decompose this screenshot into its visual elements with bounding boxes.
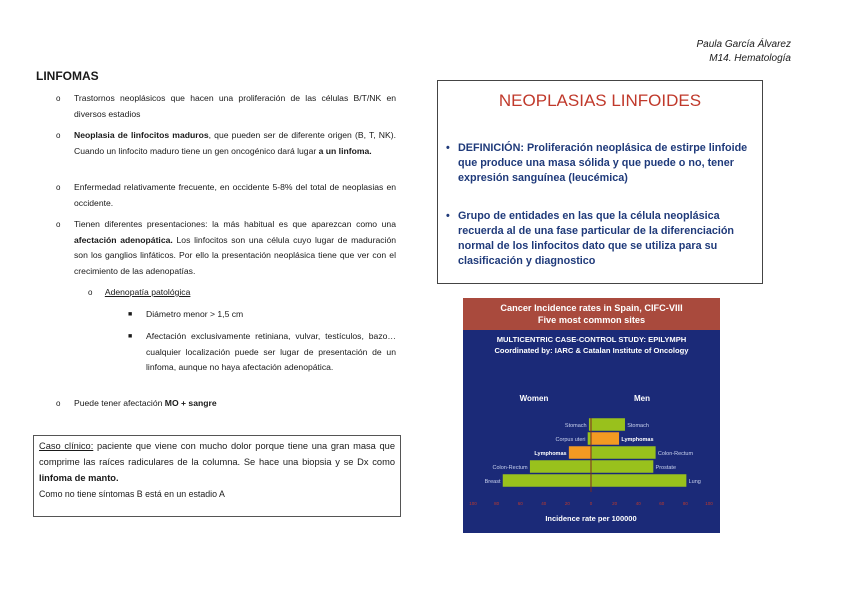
list-item-text [74, 128, 396, 159]
men-bar [591, 432, 619, 445]
sub-title: Adenopatía patológica [104, 287, 191, 297]
x-tick-label: 100 [469, 501, 477, 506]
list-item-text: Trastornos neoplásicos que hacen una proliferación de las células B/T/NK en diversos estadios [74, 93, 396, 119]
header [697, 38, 792, 66]
sub-item-text: Diámetro menor > 1,5 cm [146, 309, 244, 319]
women-label: Women [519, 394, 549, 403]
text: Puede tener afectación [74, 398, 165, 408]
slide-bullet-text: Grupo de entidades en las que la célula neoplásica recuerda al de una fase particular de la diferenciación normal de los linfocitos dato que se utiliza para su clasificación y diagnostico [458, 210, 735, 267]
bullet-marker: o [56, 183, 61, 192]
x-tick-label: 60 [517, 501, 523, 506]
sub-list-item [128, 329, 396, 376]
women-category-label: Stomach [564, 423, 587, 429]
bold-text: MO + sangre [164, 398, 217, 408]
men-category-label: Lymphomas [621, 437, 654, 443]
bullet-marker: o [56, 131, 61, 140]
text: paciente que viene con mucho dolor porque tiene una gran masa que comprime las raíces radiculares de la columna. Se hace una biopsia y se Dx como [39, 441, 395, 467]
slide-title: NEOPLASIAS LINFOIDES [498, 91, 702, 110]
square-bullet: ■ [128, 333, 133, 340]
square-bullet: ■ [128, 311, 133, 318]
x-tick-label: 100 [705, 501, 713, 506]
bold-text: linfoma de manto. [39, 473, 119, 483]
incidence-chart [463, 298, 720, 533]
men-category-label: Stomach [627, 423, 649, 429]
list-item [56, 396, 396, 412]
list-item-text [74, 217, 396, 279]
men-bar [591, 474, 687, 487]
bullet-marker: o [56, 94, 61, 103]
slide-bullet [446, 141, 751, 186]
women-category-label: Corpus uteri [555, 437, 586, 443]
chart-svg [463, 298, 720, 533]
author-name: Paula García Álvarez [696, 39, 791, 50]
x-tick-label: 80 [682, 501, 688, 506]
bold-text: a un linfoma. [318, 145, 372, 156]
women-bar [503, 474, 592, 487]
sub-list-item [88, 285, 190, 301]
x-tick-label: 40 [541, 501, 547, 506]
bullet-marker: o [56, 399, 61, 408]
bullet-marker: • [446, 142, 450, 154]
course-name: M14. Hematología [709, 53, 791, 64]
x-tick-label: 0 [589, 501, 593, 506]
chart-title: Cancer Incidence rates in Spain, CIFC-VIII [500, 303, 683, 313]
women-bar [569, 446, 591, 459]
slide-bullet [446, 209, 751, 269]
case-line2: Como no tiene síntomas B está en un estadio A [39, 489, 225, 499]
text: Tienen diferentes presentaciones: la más habitual es que aparezcan como una [74, 219, 396, 229]
x-tick-label: 60 [659, 501, 665, 506]
text: Los linfocitos son una célula cuyo lugar de maduración son los ganglios linfáticos. Por ello la presentación neoplásica tiene que ver con el crecimiento de las adenopatías. [74, 234, 396, 276]
neoplasias-slide [437, 80, 763, 284]
list-item [56, 91, 396, 122]
women-bar [530, 460, 591, 473]
list-item [56, 180, 396, 211]
list-item [56, 217, 396, 279]
x-tick-label: 40 [635, 501, 641, 506]
case-text [39, 438, 395, 486]
sub-list-item [128, 307, 396, 323]
men-category-label: Lung [688, 479, 701, 485]
men-category-label: Prostate [655, 465, 677, 471]
women-category-label: Breast [484, 479, 501, 485]
women-bar [587, 432, 591, 445]
men-category-label: Colon-Rectum [657, 451, 694, 457]
bold-text: afectación adenopática. [74, 234, 173, 245]
list-item-text [74, 396, 396, 412]
coordinated-by: Coordinated by: IARC & Catalan Institute of Oncology [494, 346, 689, 355]
text: , que pueden ser de diferente origen (B, T, NK). Cuando un linfocito maduro tiene un gen oncogénico dará lugar [74, 130, 396, 156]
study-name: MULTICENTRIC CASE-CONTROL STUDY: EPILYMPH [496, 335, 687, 344]
women-category-label: Lymphomas [534, 451, 567, 457]
men-bar [591, 418, 625, 431]
chart-subtitle: Five most common sites [537, 315, 646, 325]
x-tick-label: 80 [494, 501, 500, 506]
women-category-label: Colon-Rectum [492, 465, 528, 471]
x-axis-label: Incidence rate per 100000 [545, 514, 637, 523]
slide-bullet-text: DEFINICIÓN: Proliferación neoplásica de estirpe linfoide que produce una masa sólida y que puede o no, tener expresión sanguínea (leucémica) [458, 142, 748, 184]
x-tick-label: 20 [612, 501, 618, 506]
bold-text: Neoplasia de linfocitos maduros [74, 130, 209, 140]
case-label: Caso clínico: [39, 441, 94, 451]
bullet-marker: o [56, 220, 61, 229]
men-label: Men [634, 394, 650, 403]
section-title: LINFOMAS [36, 69, 99, 83]
sub-item-text: Afectación exclusivamente retiniana, vulvar, testículos, bazo… cualquier localización puede ser lugar de presentación de un linfoma, aunque no haya afectación adenopática. [146, 331, 396, 372]
men-bar [591, 446, 656, 459]
men-bar [591, 460, 654, 473]
bullet-marker: • [446, 210, 450, 222]
bullet-marker: o [88, 288, 93, 297]
clinical-case-box [33, 435, 401, 517]
list-item [56, 128, 396, 159]
x-tick-label: 20 [564, 501, 570, 506]
list-item-text: Enfermedad relativamente frecuente, en occidente 5-8% del total de neoplasias en occidente. [74, 182, 396, 208]
